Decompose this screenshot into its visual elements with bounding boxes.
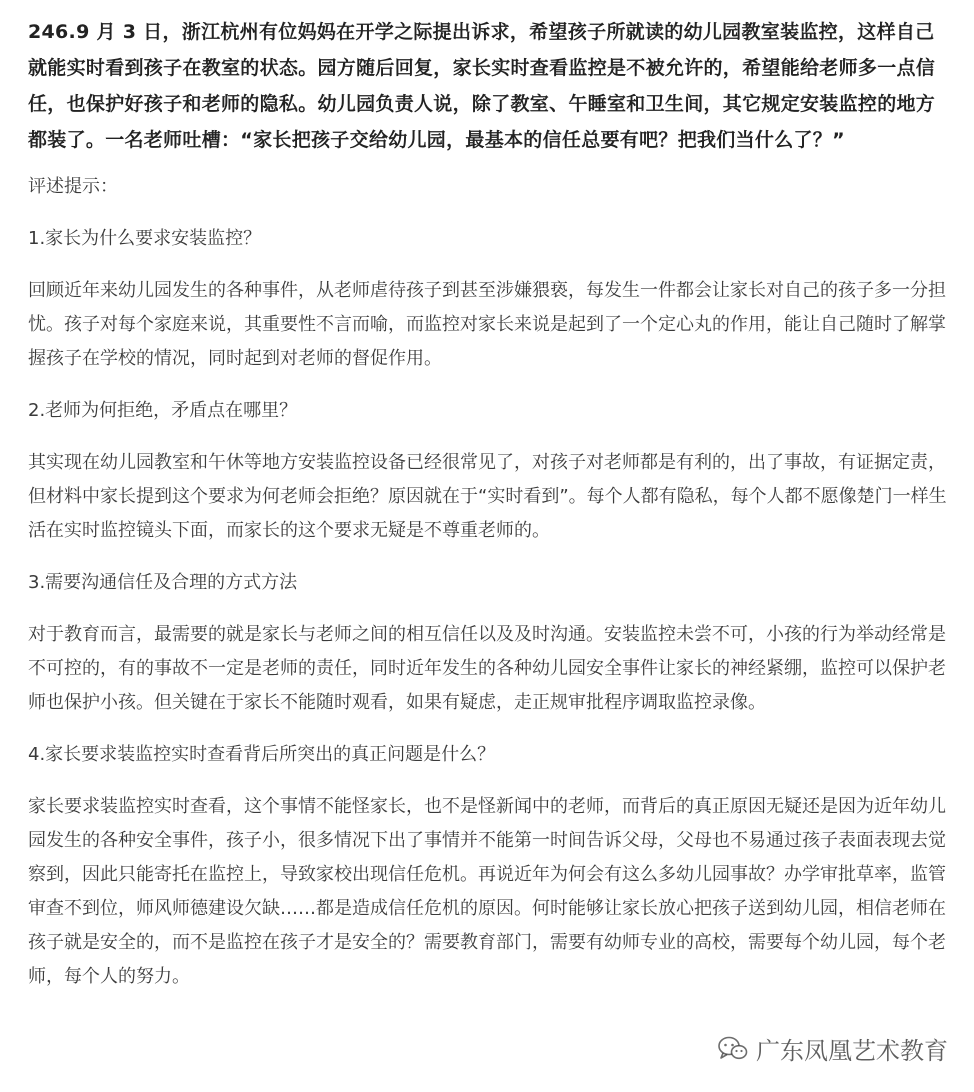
section-heading-4: 4.家长要求装监控实时查看背后所突出的真正问题是什么？ xyxy=(28,744,496,765)
section-heading-2: 2.老师为何拒绝，矛盾点在哪里？ xyxy=(28,400,298,421)
section-body-2: 其实现在幼儿园教室和午休等地方安装监控设备已经很常见了，对孩子对老师都是有利的，出了事故，有证据定责，但材料中家长提到这个要求为何老师会拒绝？原因就在于“实时看到”。每个人都有隐私，每个人都不愿像楚门一样生活在实时监控镜头下面，而家长的这个要求无疑是不尊重老师的。 xyxy=(28,452,947,541)
hint-label: 评述提示： xyxy=(28,176,118,197)
section-body-4: 家长要求装监控实时查看，这个事情不能怪家长，也不是怪新闻中的老师，而背后的真正原因无疑还是因为近年幼儿园发生的各种安全事件，孩子小，很多情况下出了事情并不能第一时间告诉父母，父母也不易通过孩子表面表现去觉察到，因此只能寄托在监控上，导致家校出现信任危机。再说近年为何会有这么多幼儿园事故？办学审批草率，监管审查不到位，师风师德建设欠缺……都是造成信任危机的原因。何时能够让家长放心把孩子送到幼儿园，相信老师在孩子就是安全的，而不是监控在孩子才是安全的？需要教育部门，需要有幼师专业的高校，需要每个幼儿园，每个老师，每个人的努力。 xyxy=(28,796,946,987)
watermark-text: 广东凤凰艺术教育 xyxy=(756,1037,948,1065)
section-heading-3: 3.需要沟通信任及合理的方式方法 xyxy=(28,572,298,593)
section-heading-1: 1.家长为什么要求安装监控？ xyxy=(28,228,262,249)
watermark xyxy=(718,1031,948,1066)
wechat-icon xyxy=(718,1036,748,1062)
intro-paragraph: 246.9 月 3 日，浙江杭州有位妈妈在开学之际提出诉求，希望孩子所就读的幼儿园教室装监控，这样自己就能实时看到孩子在教室的状态。园方随后回复，家长实时查看监控是不被允许的，希望能给老师多一点信任，也保护好孩子和老师的隐私。幼儿园负责人说，除了教室、午睡室和卫生间，其它规定安装监控的地方都装了。一名老师吐槽：“家长把孩子交给幼儿园，最基本的信任总要有吧？把我们当什么了？” xyxy=(28,21,936,151)
section-body-1: 回顾近年来幼儿园发生的各种事件，从老师虐待孩子到甚至涉嫌猥亵，每发生一件都会让家长对自己的孩子多一分担忧。孩子对每个家庭来说，其重要性不言而喻，而监控对家长来说是起到了一个定心丸的作用，能让自己随时了解掌握孩子在学校的情况，同时起到对老师的督促作用。 xyxy=(28,280,946,369)
section-body-3: 对于教育而言，最需要的就是家长与老师之间的相互信任以及及时沟通。安装监控未尝不可，小孩的行为举动经常是不可控的，有的事故不一定是老师的责任，同时近年发生的各种幼儿园安全事件让家长的神经紧绷，监控可以保护老师也保护小孩。但关键在于家长不能随时观看，如果有疑虑，走正规审批程序调取监控录像。 xyxy=(28,624,946,713)
